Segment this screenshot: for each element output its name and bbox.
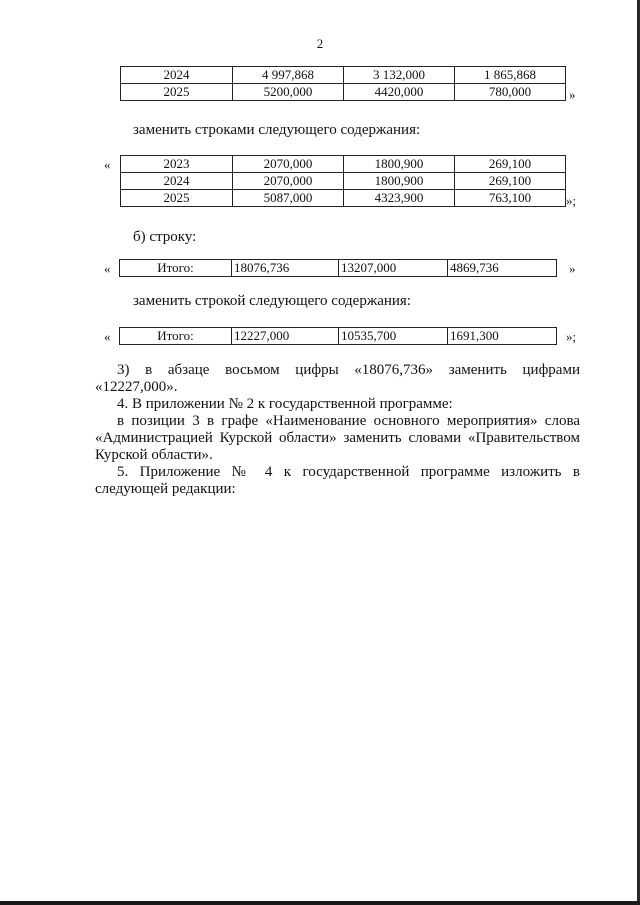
funding-table-new xyxy=(120,155,566,207)
table-cell-total: 4 997,868 xyxy=(233,67,344,84)
paragraph-4-detail-line-3: Курской области». xyxy=(95,447,213,463)
total-row-old xyxy=(119,259,557,277)
table-cell-value: 4869,736 xyxy=(448,260,557,277)
open-quote: « xyxy=(104,261,111,276)
table-cell-value: 10535,700 xyxy=(339,328,448,345)
table-cell-total: 2070,000 xyxy=(233,156,344,173)
table-cell-value: 4420,000 xyxy=(344,84,455,101)
table-cell-label: Итого: xyxy=(120,260,232,277)
paragraph-4-detail-line-1: в позиции 3 в графе «Наименование основного мероприятия» слова xyxy=(117,413,580,429)
paragraph-4: 4. В приложении № 2 к государственной программе: xyxy=(117,396,453,412)
table-cell-year: 2025 xyxy=(121,190,233,207)
table-cell-value: 4323,900 xyxy=(344,190,455,207)
close-quote: »; xyxy=(566,193,577,208)
open-quote: « xyxy=(104,329,111,344)
total-row-new xyxy=(119,327,557,345)
table-cell-year: 2025 xyxy=(121,84,233,101)
close-quote: » xyxy=(569,261,576,276)
instruction-text: заменить строкой следующего содержания: xyxy=(133,293,411,309)
table-row xyxy=(120,328,557,345)
instruction-text: заменить строками следующего содержания: xyxy=(133,122,421,138)
table-cell-total: 5200,000 xyxy=(233,84,344,101)
table-cell-value: 269,100 xyxy=(455,173,566,190)
table-cell-year: 2023 xyxy=(121,156,233,173)
table-cell-total: 12227,000 xyxy=(232,328,339,345)
table-row xyxy=(121,190,566,207)
close-quote: »; xyxy=(566,329,577,344)
table-row xyxy=(121,173,566,190)
table-cell-year: 2024 xyxy=(121,67,233,84)
table-row xyxy=(121,84,566,101)
table-cell-value: 13207,000 xyxy=(339,260,448,277)
table-cell-total: 2070,000 xyxy=(233,173,344,190)
table-cell-total: 5087,000 xyxy=(233,190,344,207)
close-quote: » xyxy=(569,87,576,102)
paragraph-5-line-2: следующей редакции: xyxy=(95,481,236,497)
table-cell-value: 1 865,868 xyxy=(455,67,566,84)
table-cell-year: 2024 xyxy=(121,173,233,190)
paragraph-3-line-2: «12227,000». xyxy=(95,379,178,395)
table-cell-value: 1800,900 xyxy=(344,156,455,173)
paragraph-3-line-1: 3) в абзаце восьмом цифры «18076,736» заменить цифрами xyxy=(117,362,580,378)
table-cell-label: Итого: xyxy=(120,328,232,345)
table-cell-value: 763,100 xyxy=(455,190,566,207)
paragraph-4-detail-line-2: «Администрацией Курской области» заменить словами «Правительством xyxy=(95,430,580,446)
table-cell-value: 780,000 xyxy=(455,84,566,101)
funding-table-old xyxy=(120,66,566,101)
table-cell-value: 1800,900 xyxy=(344,173,455,190)
open-quote: « xyxy=(104,157,111,172)
table-row xyxy=(120,260,557,277)
page-number: 2 xyxy=(316,36,324,51)
table-cell-value: 3 132,000 xyxy=(344,67,455,84)
table-row xyxy=(121,156,566,173)
table-cell-value: 269,100 xyxy=(455,156,566,173)
section-label: б) строку: xyxy=(133,229,197,245)
paragraph-5-line-1: 5. Приложение № 4 к государственной программе изложить в xyxy=(117,464,580,480)
table-cell-total: 18076,736 xyxy=(232,260,339,277)
scan-edge-bottom xyxy=(0,901,640,905)
table-cell-value: 1691,300 xyxy=(448,328,557,345)
table-row xyxy=(121,67,566,84)
